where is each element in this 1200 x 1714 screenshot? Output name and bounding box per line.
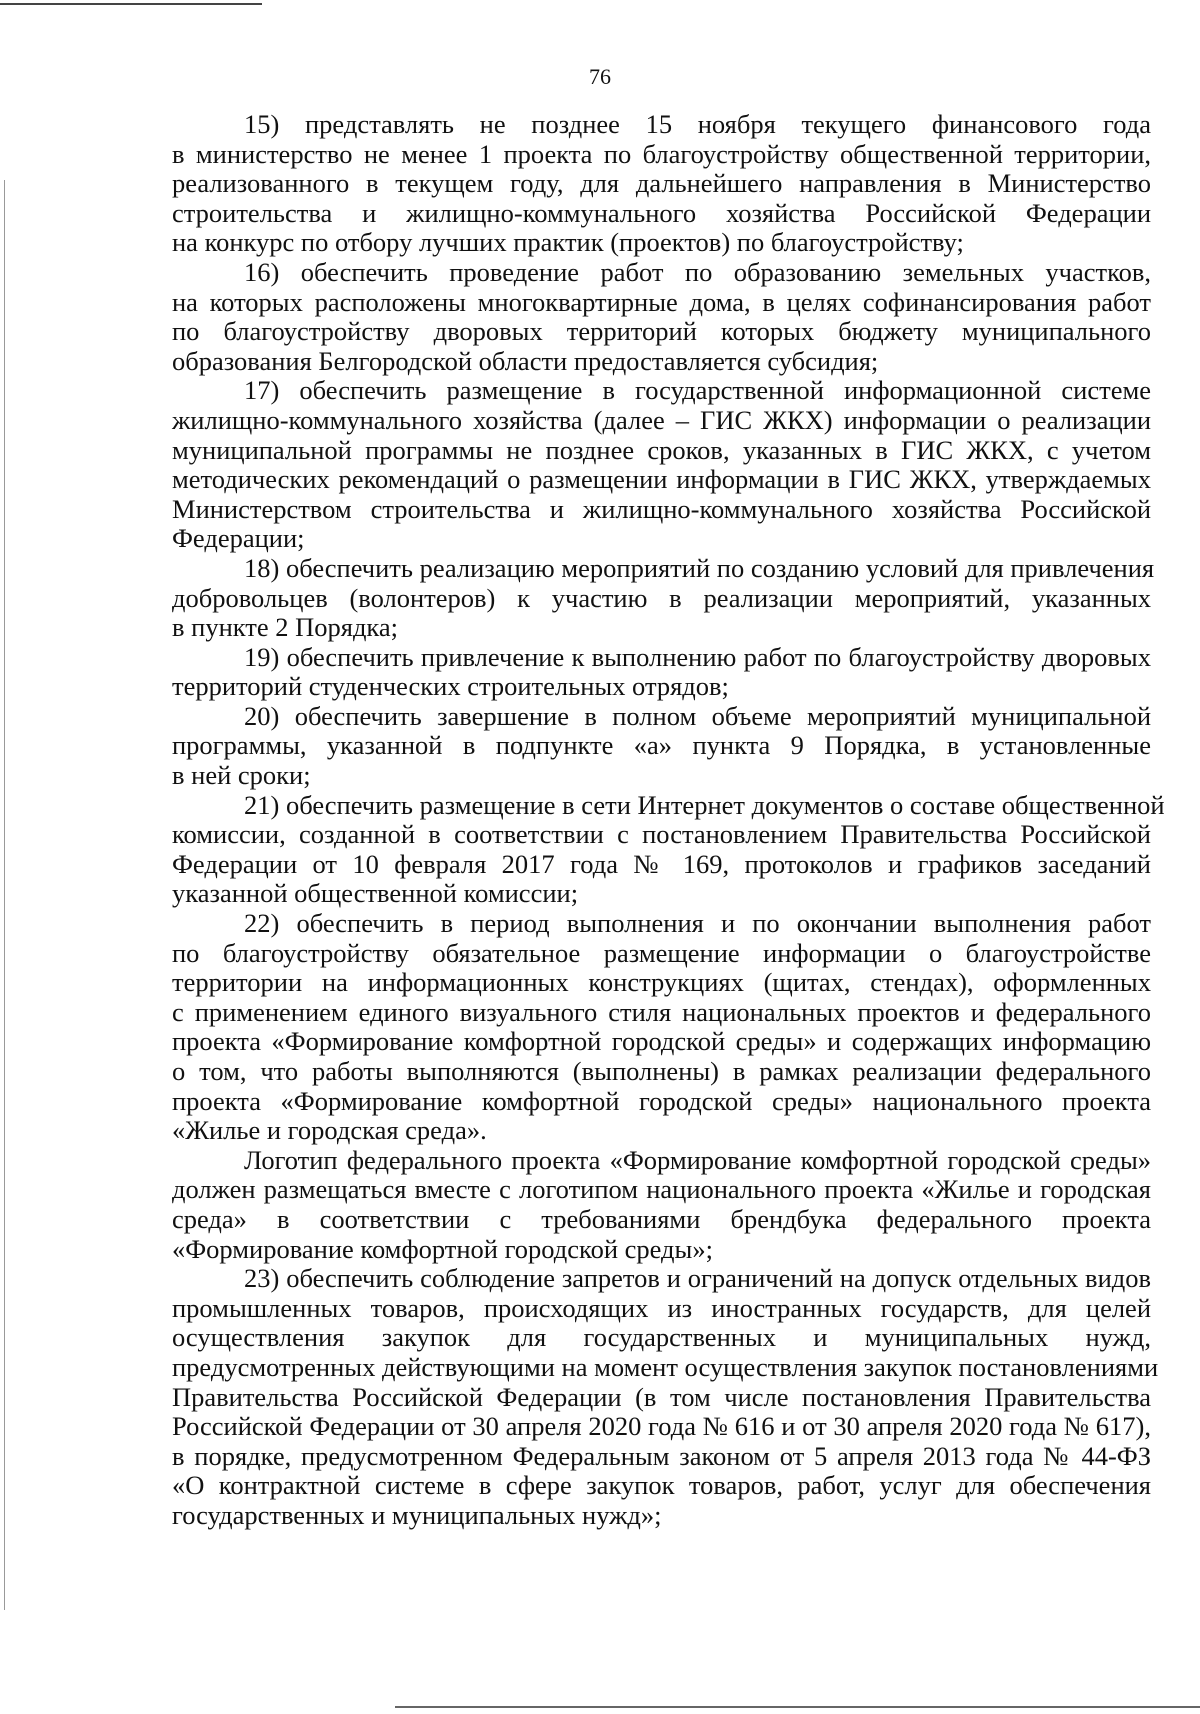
paragraph-line: должен размещаться вместе с логотипом национального проекта «Жилье и городская [172,1174,1151,1205]
paragraph-line: указанной общественной комиссии; [172,878,579,909]
paragraph-line: 17) обеспечить размещение в государственной информационной системе [244,375,1151,406]
paragraph [172,643,1151,702]
paragraph-line: территорий студенческих строительных отрядов; [172,671,729,702]
document-body [172,109,1165,1531]
paragraph-line: реализованного в текущем году, для дальнейшего направления в Министерство [172,168,1151,199]
paragraph [172,552,1155,643]
paragraph-line: комиссии, созданной в соответствии с постановлением Правительства Российской [172,819,1151,850]
paragraph-line: в министерство не менее 1 проекта по благоустройству общественной территории, [172,138,1151,169]
page-number: 76 [589,64,611,89]
paragraph-line: территории на информационных конструкциях (щитах, стендах), оформленных [172,967,1151,998]
paragraph-line: добровольцев (волонтеров) к участию в реализации мероприятий, указанных [172,582,1151,613]
paragraph-line: программы, указанной в подпункте «а» пункта 9 Порядка, в установленные [172,730,1151,761]
paragraph-line: 23) обеспечить соблюдение запретов и ограничений на допуск отдельных видов [244,1263,1151,1294]
paragraph-line: муниципальной программы не позднее сроков, указанных в ГИС ЖКХ, с учетом [172,434,1151,465]
paragraph-line: 21) обеспечить размещение в сети Интернет документов о составе общественной [244,789,1165,820]
paragraph [172,1263,1159,1530]
paragraph [172,258,1151,376]
paragraph-line: «Формирование комфортной городской среды»; [172,1233,713,1264]
paragraph-line: проекта «Формирование комфортной городской среды» национального проекта [172,1085,1151,1116]
paragraph-line: государственных и муниципальных нужд»; [172,1499,662,1530]
paragraph [172,376,1151,554]
scan-edge-bottom [395,1706,1200,1708]
paragraph-line: Логотип федерального проекта «Формирование комфортной городской среды» [244,1144,1151,1175]
paragraph-line: промышленных товаров, происходящих из иностранных государств, для целей [172,1292,1151,1323]
paragraph-line: методических рекомендаций о размещении информации в ГИС ЖКХ, утверждаемых [172,464,1151,495]
paragraph-line: 19) обеспечить привлечение к выполнению работ по благоустройству дворовых [244,641,1151,672]
paragraph-line: о том, что работы выполняются (выполнены) в рамках реализации федерального [172,1056,1151,1086]
paragraph-line: «О контрактной системе в сфере закупок товаров, работ, услуг для обеспечения [172,1470,1151,1501]
paragraph-line: 22) обеспечить в период выполнения и по окончании выполнения работ [244,908,1151,939]
scan-edge-left [4,180,5,1610]
paragraph-line: среда» в соответствии с требованиями брендбука федерального проекта [172,1203,1151,1234]
paragraph-line: осуществления закупок для государственных и муниципальных нужд, [172,1322,1151,1353]
paragraph-line: 18) обеспечить реализацию мероприятий по созданию условий для привлечения [244,552,1155,583]
paragraph-line: Российской Федерации от 30 апреля 2020 года № 616 и от 30 апреля 2020 года № 617), [172,1411,1151,1442]
paragraph-line: предусмотренных действующими на момент осуществления закупок постановлениями [172,1351,1159,1382]
paragraph [172,1146,1151,1264]
paragraph-line: в пункте 2 Порядка; [172,612,399,643]
paragraph-line: Правительства Российской Федерации (в том числе постановления Правительства [172,1381,1151,1412]
paragraph [172,789,1165,909]
paragraph-line: 20) обеспечить завершение в полном объеме мероприятий муниципальной [244,700,1151,731]
paragraph-line: на конкурс по отбору лучших практик (проектов) по благоустройству; [172,227,964,258]
scan-edge-top [0,3,262,5]
paragraph-line: по благоустройству обязательное размещение информации о благоустройстве [172,937,1151,968]
paragraph-line: 16) обеспечить проведение работ по образованию земельных участков, [244,256,1151,287]
paragraph-line: в порядке, предусмотренном Федеральным законом от 5 апреля 2013 года № 44-ФЗ [172,1440,1151,1471]
paragraph-line: на которых расположены многоквартирные дома, в целях софинансирования работ [172,286,1151,317]
paragraph-line: жилищно-коммунального хозяйства (далее – ГИС ЖКХ) информации о реализации [172,404,1151,435]
paragraph [172,909,1151,1146]
paragraph-line: с применением единого визуального стиля национальных проектов и федерального [172,996,1151,1027]
paragraph-line: проекта «Формирование комфортной городской среды» и содержащих информацию [172,1026,1151,1057]
paragraph-line: Министерством строительства и жилищно-коммунального хозяйства Российской [172,493,1151,524]
paragraph-line: 15) представлять не позднее 15 ноября текущего финансового года [244,109,1151,139]
paragraph-line: по благоустройству дворовых территорий которых бюджету муниципального [172,316,1151,347]
paragraph-line: Федерации от 10 февраля 2017 года № 169, протоколов и графиков заседаний [172,848,1151,879]
paragraph [172,702,1151,791]
paragraph-line: в ней сроки; [172,760,311,791]
paragraph-line: образования Белгородской области предоставляется субсидия; [172,345,879,376]
paragraph [172,110,1151,258]
paragraph-line: строительства и жилищно-коммунального хозяйства Российской Федерации [172,197,1151,228]
paragraph-line: Федерации; [172,523,305,554]
paragraph-line: «Жилье и городская среда». [172,1115,487,1146]
